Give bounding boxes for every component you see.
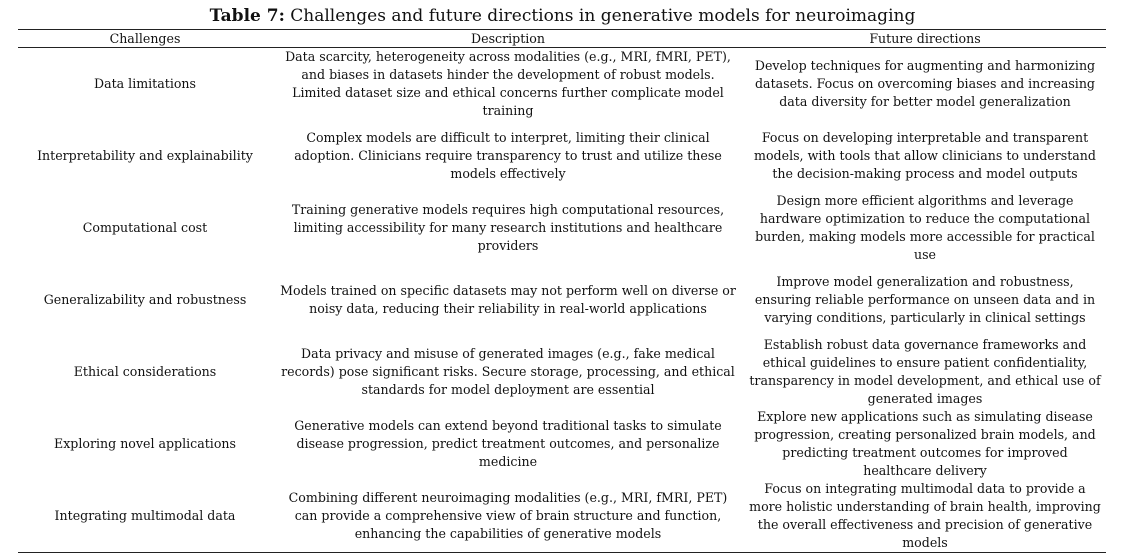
challenge-cell: Ethical considerations (73, 364, 217, 379)
table-row (18, 408, 1106, 480)
challenge-cell: Data limitations (93, 76, 197, 91)
table-row (18, 120, 1106, 192)
table-row (18, 480, 1106, 553)
challenge-cell: Interpretability and explainability (37, 148, 253, 163)
challenge-cell: Exploring novel applications (54, 436, 236, 451)
future-directions-cell: Improve model generalization and robustness, ensuring reliable performance on unseen data and in varying conditions, particularly in clinical settings (754, 274, 1096, 325)
future-directions-cell: Focus on developing interpretable and transparent models, with tools that allow clinicians to understand the decision-making process and model outputs (754, 130, 1096, 181)
table-caption-label: Table 7: (209, 6, 285, 26)
header-future-directions: Future directions (744, 30, 1106, 48)
table-row (18, 336, 1106, 408)
description-cell: Generative models can extend beyond traditional tasks to simulate disease progression, predict treatment outcomes, and personalize medicine (294, 418, 722, 469)
header-description: Description (272, 30, 744, 48)
table-row (18, 192, 1106, 264)
table-row (18, 48, 1106, 121)
table-caption (0, 6, 1125, 26)
future-directions-cell: Focus on integrating multimodal data to provide a more holistic understanding of brain health, improving the overall effectiveness and precision of generative models (749, 481, 1101, 550)
future-directions-cell: Develop techniques for augmenting and harmonizing datasets. Focus on overcoming biases and increasing data diversity for better model generalization (754, 58, 1096, 109)
description-cell: Combining different neuroimaging modalities (e.g., MRI, fMRI, PET) can provide a comprehensive view of brain structure and function, enhancing the capabilities of generative models (288, 490, 728, 541)
description-cell: Data privacy and misuse of generated images (e.g., fake medical records) pose significant risks. Secure storage, processing, and ethical standards for model deployment are essential (281, 346, 735, 397)
description-cell: Models trained on specific datasets may not perform well on diverse or noisy data, reducing their reliability in real-world applications (280, 283, 736, 316)
future-directions-cell: Establish robust data governance frameworks and ethical guidelines to ensure patient confidentiality, transparency in model development, and ethical use of generated images (749, 337, 1101, 406)
challenge-cell: Computational cost (82, 220, 208, 235)
table-row (18, 264, 1106, 336)
description-cell: Complex models are difficult to interpret, limiting their clinical adoption. Clinicians require transparency to trust and utilize these models effectively (294, 130, 722, 181)
header-row (18, 30, 1106, 48)
table-caption-text: Challenges and future directions in generative models for neuroimaging (284, 6, 916, 26)
challenges-table (18, 29, 1106, 553)
challenge-cell: Generalizability and robustness (43, 292, 247, 307)
description-cell: Training generative models requires high computational resources, limiting accessibility for many research institutions and healthcare providers (291, 202, 725, 253)
description-cell: Data scarcity, heterogeneity across modalities (e.g., MRI, fMRI, PET), and biases in datasets hinder the development of robust models. Limited dataset size and ethical concerns further complicate model training (285, 49, 731, 118)
header-challenges: Challenges (18, 30, 272, 48)
future-directions-cell: Design more efficient algorithms and leverage hardware optimization to reduce the computational burden, making models more accessible for practical use (755, 193, 1095, 262)
challenge-cell: Integrating multimodal data (54, 508, 236, 523)
future-directions-cell: Explore new applications such as simulating disease progression, creating personalized brain models, and predicting treatment outcomes for improved healthcare delivery (754, 409, 1096, 478)
